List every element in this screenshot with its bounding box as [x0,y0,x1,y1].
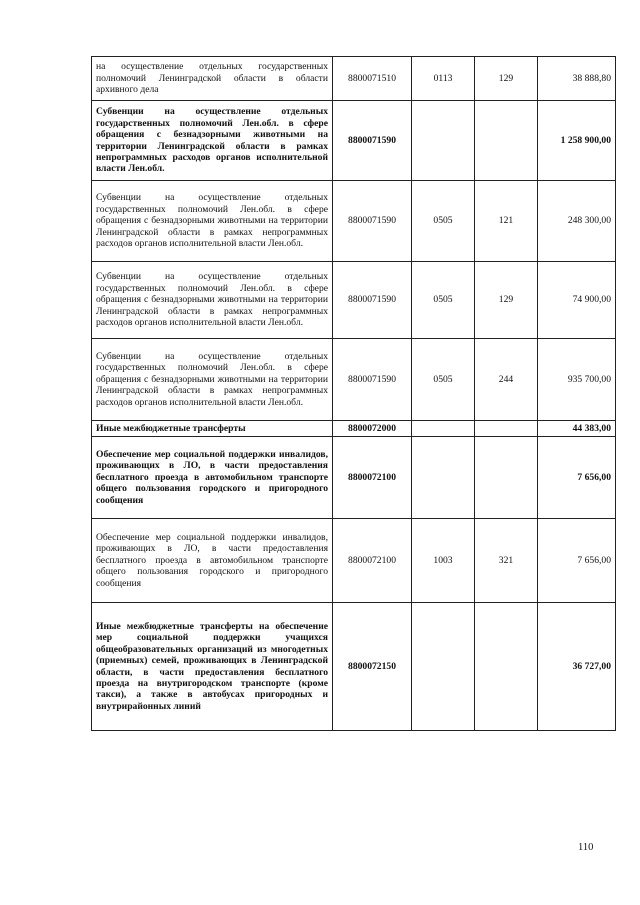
row-type-cell: 244 [475,339,538,421]
table-row [92,603,616,731]
row-type-cell [475,421,538,437]
row-type-cell: 321 [475,519,538,603]
table-row [92,101,616,181]
row-type-cell: 121 [475,181,538,262]
row-name-cell: Субвенции на осуществление отдельных государственных полномочий Лен.обл. в сфере обращения с безнадзорными животными на территории Ленинградской области в рамках непрограммных расходов органов исполнительной власти Лен.обл. [92,262,333,339]
table-row [92,421,616,437]
row-amount-cell: 935 700,00 [538,339,616,421]
row-code-cell: 8800071590 [333,339,412,421]
row-amount-cell: 44 383,00 [538,421,616,437]
row-amount-cell: 1 258 900,00 [538,101,616,181]
row-amount-cell: 7 656,00 [538,437,616,519]
row-amount-cell: 248 300,00 [538,181,616,262]
budget-table-body [92,57,616,731]
table-row [92,339,616,421]
row-name-cell: на осуществление отдельных государственных полномочий Ленинградской области в области архивного дела [92,57,333,101]
table-row [92,181,616,262]
row-section-cell: 0113 [412,57,475,101]
row-code-cell: 8800071510 [333,57,412,101]
row-type-cell: 129 [475,57,538,101]
row-type-cell [475,603,538,731]
row-section-cell [412,603,475,731]
row-type-cell [475,101,538,181]
row-section-cell [412,437,475,519]
row-amount-cell: 36 727,00 [538,603,616,731]
row-code-cell: 8800072000 [333,421,412,437]
row-section-cell [412,101,475,181]
row-section-cell: 0505 [412,181,475,262]
row-amount-cell: 7 656,00 [538,519,616,603]
row-name-cell: Субвенции на осуществление отдельных государственных полномочий Лен.обл. в сфере обращения с безнадзорными животными на территории Ленинградской области в рамках непрограммных расходов органов исполнительной власти Лен.обл. [92,101,333,181]
table-row [92,262,616,339]
row-section-cell: 0505 [412,339,475,421]
row-name-cell: Обеспечение мер социальной поддержки инвалидов, проживающих в ЛО, в части предоставления бесплатного проезда в автомобильном транспорте общего пользования городского и пригородного сообщения [92,437,333,519]
row-code-cell: 8800071590 [333,101,412,181]
row-name-cell: Обеспечение мер социальной поддержки инвалидов, проживающих в ЛО, в части предоставления бесплатного проезда в автомобильном транспорте общего пользования городского и пригородного сообщения [92,519,333,603]
row-code-cell: 8800072150 [333,603,412,731]
budget-table [91,56,616,731]
row-code-cell: 8800072100 [333,519,412,603]
row-code-cell: 8800071590 [333,181,412,262]
row-amount-cell: 74 900,00 [538,262,616,339]
row-type-cell [475,437,538,519]
row-code-cell: 8800071590 [333,262,412,339]
row-section-cell [412,421,475,437]
row-amount-cell: 38 888,80 [538,57,616,101]
row-type-cell: 129 [475,262,538,339]
page-number: 110 [578,842,594,853]
row-code-cell: 8800072100 [333,437,412,519]
row-name-cell: Иные межбюджетные трансферты на обеспечение мер социальной поддержки учащихся общеобразовательных организаций из многодетных (приемных) семей, проживающих в Ленинградской области, в части предоставления бесплатного проезда на внутригородском транспорте (кроме такси), а также в автобусах пригородных и внутрирайонных линий [92,603,333,731]
row-name-cell: Субвенции на осуществление отдельных государственных полномочий Лен.обл. в сфере обращения с безнадзорными животными на территории Ленинградской области в рамках непрограммных расходов органов исполнительной власти Лен.обл. [92,339,333,421]
row-section-cell: 1003 [412,519,475,603]
table-row [92,437,616,519]
row-name-cell: Субвенции на осуществление отдельных государственных полномочий Лен.обл. в сфере обращения с безнадзорными животными на территории Ленинградской области в рамках непрограммных расходов органов исполнительной власти Лен.обл. [92,181,333,262]
row-name-cell: Иные межбюджетные трансферты [92,421,333,437]
table-row [92,57,616,101]
table-row [92,519,616,603]
row-section-cell: 0505 [412,262,475,339]
